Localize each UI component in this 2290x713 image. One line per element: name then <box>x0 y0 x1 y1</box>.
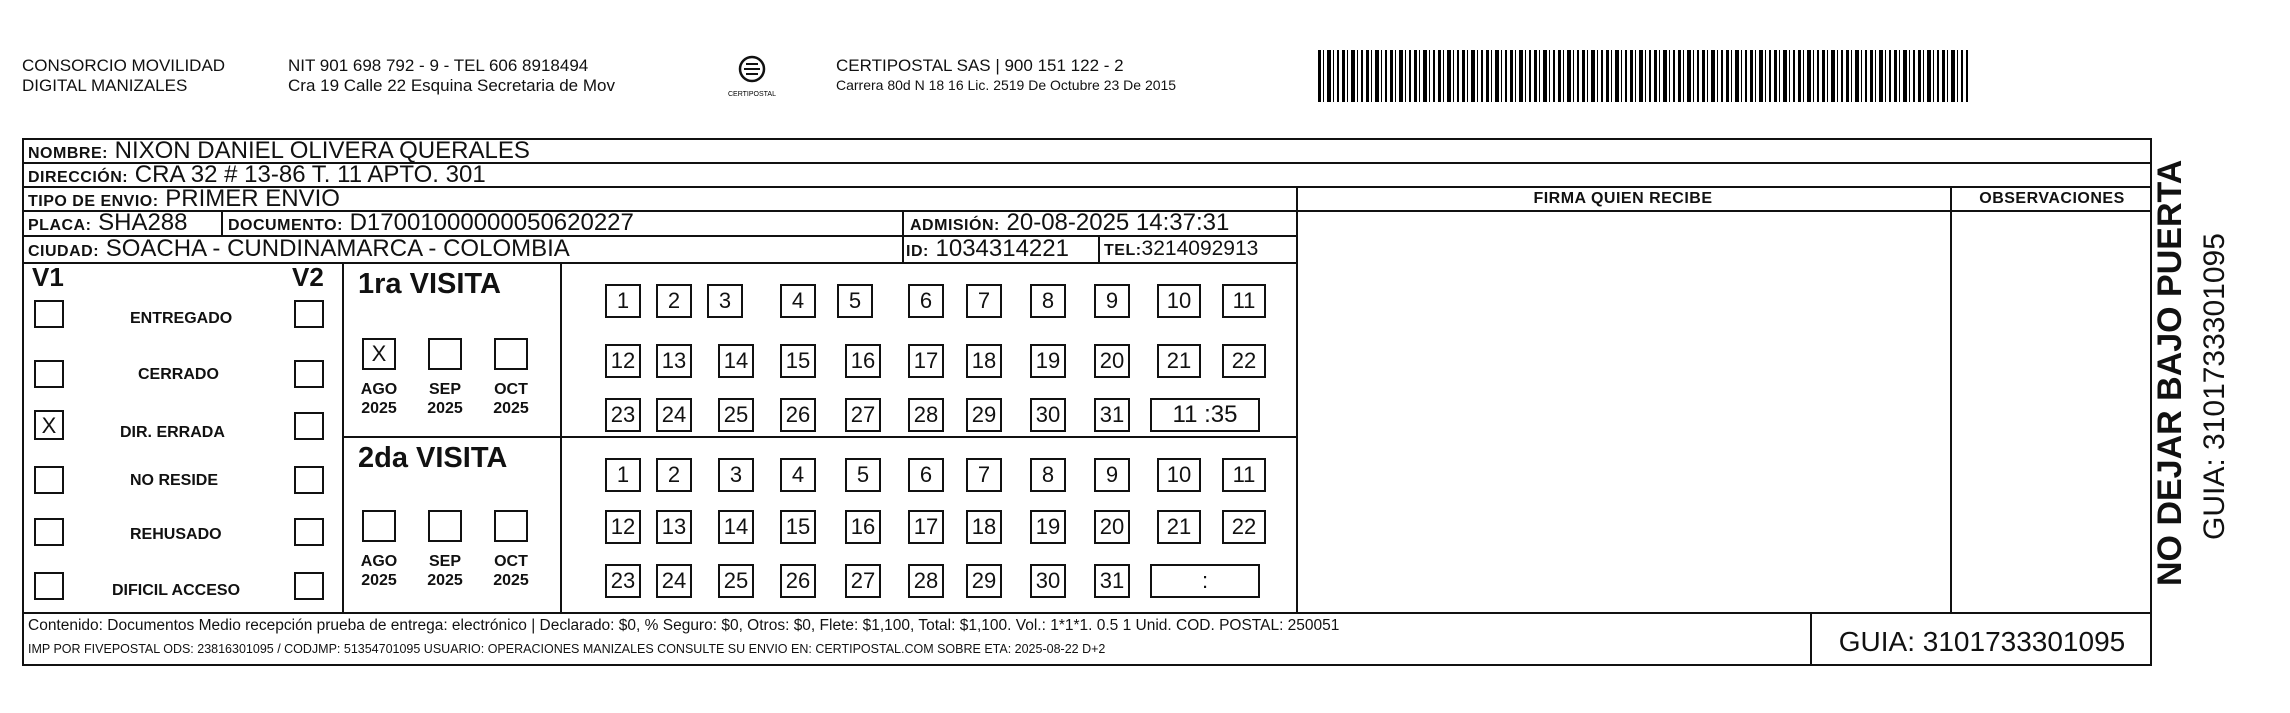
v1-rehusado-checkbox[interactable] <box>34 518 64 546</box>
v2-dir-errada-checkbox[interactable] <box>294 412 324 440</box>
certipostal-info <box>836 56 1176 94</box>
day-box[interactable]: 27 <box>845 398 881 432</box>
second-visit-title: 2da VISITA <box>358 442 508 474</box>
second-visit-ago-checkbox[interactable] <box>362 510 396 542</box>
firma-label: FIRMA QUIEN RECIBE <box>1533 190 1713 207</box>
day-box[interactable]: 21 <box>1157 510 1201 544</box>
id-value: 1034314221 <box>935 235 1069 262</box>
day-box[interactable]: 10 <box>1157 284 1201 318</box>
v2-rehusado-checkbox[interactable] <box>294 518 324 546</box>
day-box[interactable]: 2 <box>656 284 692 318</box>
day-box[interactable]: 12 <box>605 344 641 378</box>
first-visit-oct-checkbox[interactable] <box>494 338 528 370</box>
second-month-ago: AGO 2025 <box>360 553 398 589</box>
day-box[interactable]: 29 <box>966 564 1002 598</box>
day-box[interactable]: 11 <box>1222 284 1266 318</box>
v2-header: V2 <box>292 262 324 292</box>
tipo-envio-label: TIPO DE ENVIO: <box>28 193 159 210</box>
day-box[interactable]: 13 <box>656 510 692 544</box>
day-box[interactable]: 20 <box>1094 510 1130 544</box>
v1-header: V1 <box>32 262 64 292</box>
day-box[interactable]: 3 <box>707 284 743 318</box>
day-box[interactable]: 29 <box>966 398 1002 432</box>
day-box[interactable]: 23 <box>605 398 641 432</box>
ciudad-value: SOACHA - CUNDINAMARCA - COLOMBIA <box>105 235 570 262</box>
day-box[interactable]: 22 <box>1222 510 1266 544</box>
day-box[interactable]: 21 <box>1157 344 1201 378</box>
day-box[interactable]: 18 <box>966 344 1002 378</box>
day-box[interactable]: 12 <box>605 510 641 544</box>
footer-impresion: IMP POR FIVEPOSTAL ODS: 23816301095 / CODJMP: 51354701095 USUARIO: OPERACIONES MANIZALES CONSULTE SU ENVIO EN: CERTIPOSTAL.COM SOBRE ETA: 2025-08-22 D+2 <box>28 642 1106 656</box>
day-box[interactable]: 16 <box>845 344 881 378</box>
day-box[interactable]: 25 <box>718 398 754 432</box>
v1-cerrado-checkbox[interactable] <box>34 360 64 388</box>
day-box[interactable]: 20 <box>1094 344 1130 378</box>
status-no-reside: NO RESIDE <box>130 472 219 489</box>
placa-value: SHA288 <box>98 209 188 236</box>
certi-line1: CERTIPOSTAL SAS | 900 151 122 - 2 <box>836 56 1124 75</box>
status-entregado: ENTREGADO <box>130 310 233 327</box>
tel-field <box>1104 236 1258 264</box>
day-box[interactable]: 26 <box>780 398 816 432</box>
documento-label: DOCUMENTO: <box>228 217 343 234</box>
footer-guia: GUIA: 3101733301095 <box>1838 626 2126 657</box>
day-box[interactable]: 1 <box>605 284 641 318</box>
second-month-oct: OCT 2025 <box>493 553 529 589</box>
side-guia: GUIA: 3101733301095 <box>2198 233 2231 540</box>
status-dificil-acceso: DIFICIL ACCESO <box>112 582 241 599</box>
second-visit-sep-checkbox[interactable] <box>428 510 462 542</box>
day-box[interactable]: 17 <box>908 510 944 544</box>
day-box[interactable]: 30 <box>1030 398 1066 432</box>
day-box[interactable]: 17 <box>908 344 944 378</box>
day-box[interactable]: 6 <box>908 284 944 318</box>
second-month-sep: SEP 2025 <box>427 553 463 589</box>
no-dejar-bajo-puerta: NO DEJAR BAJO PUERTA <box>2151 159 2189 586</box>
day-box[interactable]: 8 <box>1030 284 1066 318</box>
status-dir-errada: DIR. ERRADA <box>120 424 225 441</box>
nombre-value: NIXON DANIEL OLIVERA QUERALES <box>114 137 530 164</box>
day-box[interactable]: 31 <box>1094 398 1130 432</box>
day-box[interactable]: 7 <box>966 284 1002 318</box>
day-box[interactable]: 31 <box>1094 564 1130 598</box>
day-box[interactable]: 4 <box>780 458 816 492</box>
ciudad-label: CIUDAD: <box>28 243 100 260</box>
nombre-label: NOMBRE: <box>28 145 108 162</box>
certipostal-logo-icon <box>728 52 776 100</box>
day-box[interactable]: 9 <box>1094 458 1130 492</box>
day-box[interactable]: 25 <box>718 564 754 598</box>
first-visit-title: 1ra VISITA <box>358 268 501 300</box>
day-box[interactable]: 28 <box>908 398 944 432</box>
admision-label: ADMISIÓN: <box>910 217 1000 234</box>
certi-line2: Carrera 80d N 18 16 Lic. 2519 De Octubre 23 De 2015 <box>836 77 1177 93</box>
v2-entregado-checkbox[interactable] <box>294 300 324 328</box>
day-box[interactable]: 7 <box>966 458 1002 492</box>
ciudad-field <box>28 236 570 265</box>
company-line2: DIGITAL MANIZALES <box>22 76 188 95</box>
admision-value: 20-08-2025 14:37:31 <box>1006 209 1230 236</box>
barcode <box>1318 50 1968 102</box>
company-nit <box>288 56 615 96</box>
day-box[interactable]: 5 <box>837 284 873 318</box>
direccion-label: DIRECCIÓN: <box>28 169 129 186</box>
v2-no-reside-checkbox[interactable] <box>294 466 324 494</box>
first-visit-sep-checkbox[interactable] <box>428 338 462 370</box>
day-box[interactable]: 8 <box>1030 458 1066 492</box>
id-label: ID: <box>906 243 929 260</box>
day-box[interactable]: 4 <box>780 284 816 318</box>
day-box[interactable]: 11 <box>1222 458 1266 492</box>
day-box[interactable]: 6 <box>908 458 944 492</box>
company-line1: CONSORCIO MOVILIDAD <box>22 56 226 75</box>
second-visit-time-box[interactable]: : <box>1150 564 1260 598</box>
day-box[interactable]: 23 <box>605 564 641 598</box>
id-field <box>906 236 1069 265</box>
day-box[interactable]: 24 <box>656 398 692 432</box>
first-visit-time-box[interactable]: 11 :35 <box>1150 398 1260 432</box>
logo-text: CERTIPOSTAL <box>728 91 776 98</box>
nit-line1: NIT 901 698 792 - 9 - TEL 606 8918494 <box>288 56 589 75</box>
day-box[interactable]: 22 <box>1222 344 1266 378</box>
v2-dificil-acceso-checkbox[interactable] <box>294 572 324 600</box>
status-rehusado: REHUSADO <box>130 526 222 543</box>
documento-value: D17001000000050620227 <box>349 209 634 236</box>
day-box[interactable]: 13 <box>656 344 692 378</box>
day-box[interactable]: 28 <box>908 564 944 598</box>
v1-entregado-checkbox[interactable] <box>34 300 64 328</box>
day-box[interactable]: 18 <box>966 510 1002 544</box>
tipo-envio-value: PRIMER ENVIO <box>165 185 340 212</box>
second-visit-oct-checkbox[interactable] <box>494 510 528 542</box>
first-visit-ago-checkbox[interactable]: X <box>362 338 396 370</box>
day-box[interactable]: 15 <box>780 510 816 544</box>
v1-no-reside-checkbox[interactable] <box>34 466 64 494</box>
placa-label: PLACA: <box>28 217 92 234</box>
day-box[interactable]: 24 <box>656 564 692 598</box>
day-box[interactable]: 26 <box>780 564 816 598</box>
day-box[interactable]: 30 <box>1030 564 1066 598</box>
observaciones-label: OBSERVACIONES <box>1979 190 2125 207</box>
v1-dificil-acceso-checkbox[interactable] <box>34 572 64 600</box>
company-name <box>22 56 225 96</box>
day-box[interactable]: 3 <box>718 458 754 492</box>
day-box[interactable]: 27 <box>845 564 881 598</box>
v2-cerrado-checkbox[interactable] <box>294 360 324 388</box>
day-box[interactable]: 15 <box>780 344 816 378</box>
v1-dir-errada-checkbox[interactable]: X <box>34 410 64 440</box>
day-box[interactable]: 10 <box>1157 458 1201 492</box>
day-box[interactable]: 16 <box>845 510 881 544</box>
day-box[interactable]: 5 <box>845 458 881 492</box>
day-box[interactable]: 14 <box>718 510 754 544</box>
day-box[interactable]: 14 <box>718 344 754 378</box>
first-month-sep: SEP 2025 <box>427 381 463 417</box>
day-box[interactable]: 19 <box>1030 344 1066 378</box>
tel-label: TEL: <box>1104 242 1142 259</box>
day-box[interactable]: 1 <box>605 458 641 492</box>
day-box[interactable]: 19 <box>1030 510 1066 544</box>
footer-contenido: Contenido: Documentos Medio recepción prueba de entrega: electrónico | Declarado: $0, % Seguro: $0, Otros: $0, Flete: $1,100, Total: $1,100. Vol.: 1*1*1. 0.5 1 Unid. COD. POSTAL: 250051 <box>28 617 1340 634</box>
first-month-ago: AGO 2025 <box>360 381 398 417</box>
first-month-oct: OCT 2025 <box>493 381 529 417</box>
day-box[interactable]: 2 <box>656 458 692 492</box>
nit-line2: Cra 19 Calle 22 Esquina Secretaria de Mov <box>288 76 615 95</box>
status-cerrado: CERRADO <box>138 366 219 383</box>
tel-value: 3214092913 <box>1141 237 1259 260</box>
day-box[interactable]: 9 <box>1094 284 1130 318</box>
direccion-value: CRA 32 # 13-86 T. 11 APTO. 301 <box>134 161 486 188</box>
